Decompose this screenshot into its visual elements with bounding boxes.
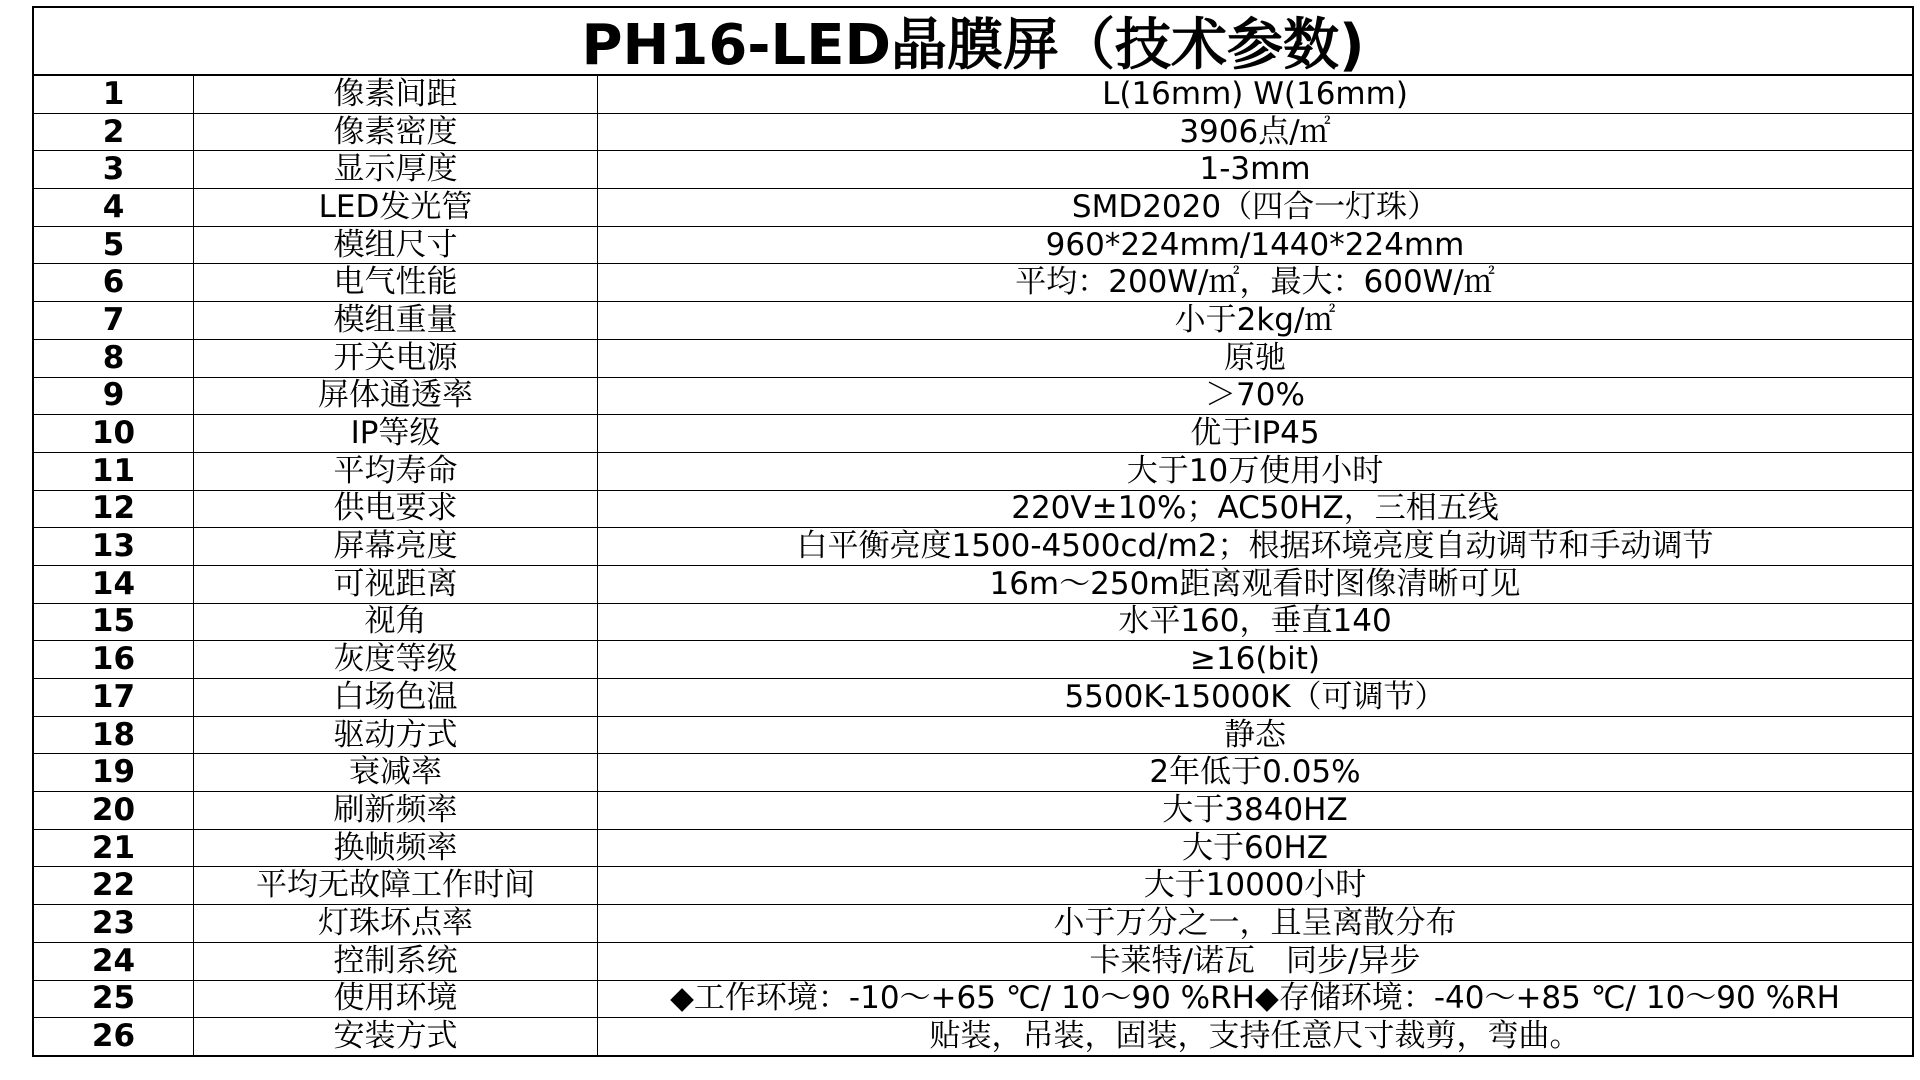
- param-value: ≥16(bit): [598, 641, 1913, 679]
- row-number: 16: [34, 641, 194, 679]
- param-name: 安装方式: [194, 1018, 598, 1055]
- row-number: 23: [34, 905, 194, 943]
- row-number: 12: [34, 490, 194, 528]
- param-value: L(16mm) W(16mm): [598, 76, 1913, 113]
- spec-table-body: [34, 76, 1912, 1055]
- param-value: 原驰: [598, 339, 1913, 377]
- param-value: ◆工作环境：-10～+65 ℃/ 10～90 %RH◆存储环境：-40～+85 ℃/ 10～90 %RH: [598, 980, 1913, 1018]
- row-number: 18: [34, 716, 194, 754]
- row-number: 8: [34, 339, 194, 377]
- table-row: [34, 76, 1912, 113]
- param-name: 白场色温: [194, 679, 598, 717]
- row-number: 17: [34, 679, 194, 717]
- param-name: 模组重量: [194, 302, 598, 340]
- row-number: 10: [34, 415, 194, 453]
- row-number: 9: [34, 377, 194, 415]
- param-value: 小于2kg/㎡: [598, 302, 1913, 340]
- table-row: [34, 716, 1912, 754]
- table-row: [34, 452, 1912, 490]
- table-row: [34, 113, 1912, 151]
- row-number: 14: [34, 565, 194, 603]
- row-number: 5: [34, 226, 194, 264]
- param-value: 白平衡亮度1500-4500cd/m2；根据环境亮度自动调节和手动调节: [598, 528, 1913, 566]
- param-value: 1-3mm: [598, 151, 1913, 189]
- param-value: 卡莱特/诺瓦 同步/异步: [598, 942, 1913, 980]
- row-number: 3: [34, 151, 194, 189]
- param-name: 屏体通透率: [194, 377, 598, 415]
- param-value: 平均：200W/㎡，最大：600W/㎡: [598, 264, 1913, 302]
- param-name: 开关电源: [194, 339, 598, 377]
- table-row: [34, 942, 1912, 980]
- spec-sheet: [32, 6, 1914, 1057]
- param-value: 优于IP45: [598, 415, 1913, 453]
- table-row: [34, 189, 1912, 227]
- param-name: 屏幕亮度: [194, 528, 598, 566]
- table-row: [34, 980, 1912, 1018]
- row-number: 24: [34, 942, 194, 980]
- table-row: [34, 679, 1912, 717]
- param-value: 3906点/㎡: [598, 113, 1913, 151]
- param-name: 控制系统: [194, 942, 598, 980]
- row-number: 20: [34, 792, 194, 830]
- row-number: 2: [34, 113, 194, 151]
- row-number: 4: [34, 189, 194, 227]
- param-name: 电气性能: [194, 264, 598, 302]
- row-number: 1: [34, 76, 194, 113]
- param-name: 换帧频率: [194, 829, 598, 867]
- row-number: 21: [34, 829, 194, 867]
- table-row: [34, 792, 1912, 830]
- param-value: 960*224mm/1440*224mm: [598, 226, 1913, 264]
- param-name: 平均寿命: [194, 452, 598, 490]
- table-row: [34, 603, 1912, 641]
- param-name: 刷新频率: [194, 792, 598, 830]
- table-row: [34, 1018, 1912, 1055]
- param-name: 衰减率: [194, 754, 598, 792]
- table-row: [34, 377, 1912, 415]
- param-value: 大于10万使用小时: [598, 452, 1913, 490]
- param-name: IP等级: [194, 415, 598, 453]
- param-value: 静态: [598, 716, 1913, 754]
- param-name: 供电要求: [194, 490, 598, 528]
- param-value: SMD2020（四合一灯珠）: [598, 189, 1913, 227]
- param-name: 视角: [194, 603, 598, 641]
- row-number: 13: [34, 528, 194, 566]
- table-row: [34, 415, 1912, 453]
- row-number: 19: [34, 754, 194, 792]
- param-value: ＞70%: [598, 377, 1913, 415]
- row-number: 7: [34, 302, 194, 340]
- param-name: 像素间距: [194, 76, 598, 113]
- param-value: 贴装，吊装，固装，支持任意尺寸裁剪，弯曲。: [598, 1018, 1913, 1055]
- param-name: 使用环境: [194, 980, 598, 1018]
- param-name: 平均无故障工作时间: [194, 867, 598, 905]
- table-row: [34, 226, 1912, 264]
- table-row: [34, 641, 1912, 679]
- table-row: [34, 829, 1912, 867]
- row-number: 25: [34, 980, 194, 1018]
- table-row: [34, 754, 1912, 792]
- param-value: 16m～250m距离观看时图像清晰可见: [598, 565, 1913, 603]
- row-number: 6: [34, 264, 194, 302]
- param-name: 驱动方式: [194, 716, 598, 754]
- param-value: 大于60HZ: [598, 829, 1913, 867]
- row-number: 22: [34, 867, 194, 905]
- param-value: 5500K-15000K（可调节）: [598, 679, 1913, 717]
- param-value: 大于10000小时: [598, 867, 1913, 905]
- param-name: 模组尺寸: [194, 226, 598, 264]
- table-row: [34, 264, 1912, 302]
- param-value: 220V±10%；AC50HZ，三相五线: [598, 490, 1913, 528]
- param-name: 灰度等级: [194, 641, 598, 679]
- param-name: 像素密度: [194, 113, 598, 151]
- param-value: 大于3840HZ: [598, 792, 1913, 830]
- table-row: [34, 528, 1912, 566]
- param-value: 小于万分之一，且呈离散分布: [598, 905, 1913, 943]
- table-row: [34, 302, 1912, 340]
- table-row: [34, 339, 1912, 377]
- table-row: [34, 565, 1912, 603]
- param-name: LED发光管: [194, 189, 598, 227]
- spec-table: [34, 76, 1912, 1055]
- param-value: 2年低于0.05%: [598, 754, 1913, 792]
- row-number: 11: [34, 452, 194, 490]
- param-name: 显示厚度: [194, 151, 598, 189]
- row-number: 26: [34, 1018, 194, 1055]
- table-row: [34, 905, 1912, 943]
- param-value: 水平160，垂直140: [598, 603, 1913, 641]
- param-name: 可视距离: [194, 565, 598, 603]
- param-name: 灯珠坏点率: [194, 905, 598, 943]
- table-row: [34, 867, 1912, 905]
- table-row: [34, 151, 1912, 189]
- table-row: [34, 490, 1912, 528]
- sheet-title: PH16-LED晶膜屏（技术参数): [34, 8, 1912, 76]
- row-number: 15: [34, 603, 194, 641]
